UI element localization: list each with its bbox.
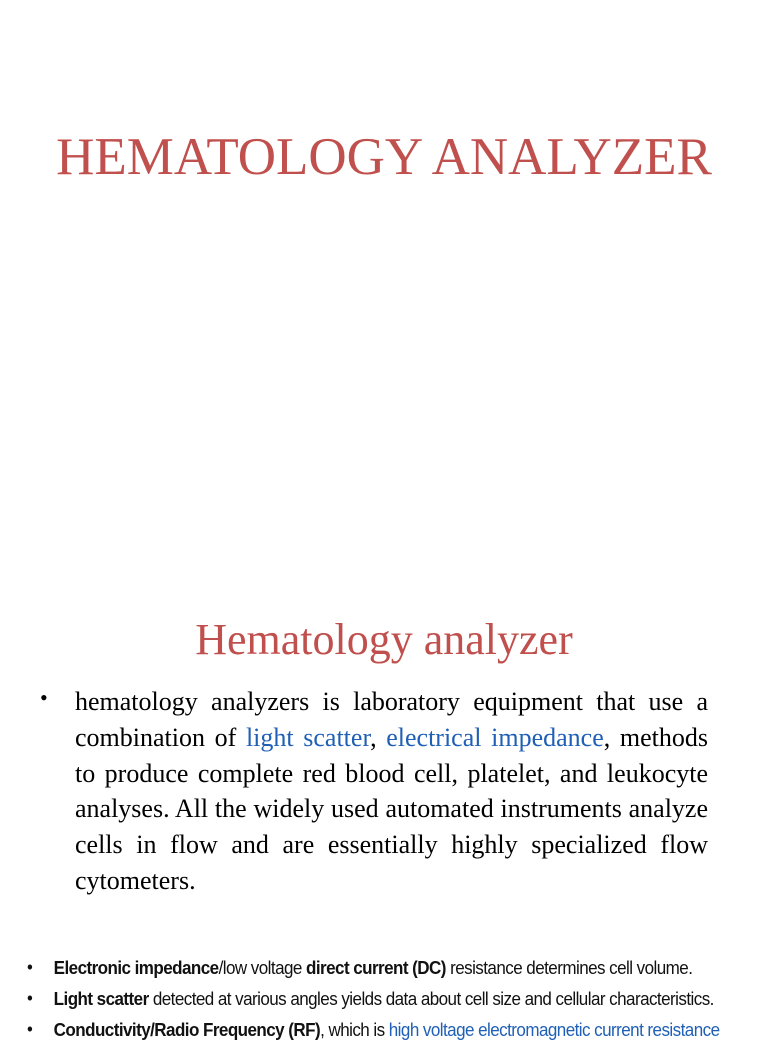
- item-text: /low voltage: [218, 957, 307, 978]
- slide-title: HEMATOLOGY ANALYZER: [56, 128, 712, 186]
- list-item: [27, 983, 714, 1014]
- bullet-icon: •: [27, 957, 33, 977]
- method-list: [27, 952, 720, 1045]
- list-item: [27, 952, 693, 983]
- paragraph-text: hematology analyzers is laboratory equipment that use a combination of: [75, 687, 708, 752]
- slide-2: [0, 590, 768, 1040]
- paragraph-text: , methods to produce complete red blood cell, platelet, and leukocyte analyses. All the widely used automated instruments analyze cells in flow and are essentially highly specialized flow cytometers.: [75, 722, 708, 895]
- list-item: [27, 1014, 720, 1045]
- bullet-icon: •: [40, 685, 48, 710]
- bullet-icon: •: [27, 988, 33, 1008]
- term-label: Light scatter: [53, 988, 149, 1009]
- light-scatter-link[interactable]: light scatter: [245, 722, 371, 752]
- item-text: detected at various angles yields data about cell size and cellular characteristics.: [148, 988, 714, 1009]
- term-label: Conductivity/Radio Frequency (RF): [53, 1019, 321, 1040]
- term-label: Electronic impedance: [53, 957, 219, 978]
- paragraph-text: ,: [370, 722, 387, 752]
- item-text: high voltage electromagnetic current resistance: [388, 1019, 720, 1040]
- body-paragraph: [75, 684, 708, 899]
- term-label: direct current (DC): [306, 957, 446, 978]
- section-title: Hematology analyzer: [195, 615, 573, 664]
- item-text: , which is: [320, 1019, 389, 1040]
- item-text: resistance determines cell volume.: [445, 957, 693, 978]
- bullet-icon: •: [27, 1019, 33, 1039]
- electrical-impedance-link[interactable]: electrical impedance: [386, 722, 604, 752]
